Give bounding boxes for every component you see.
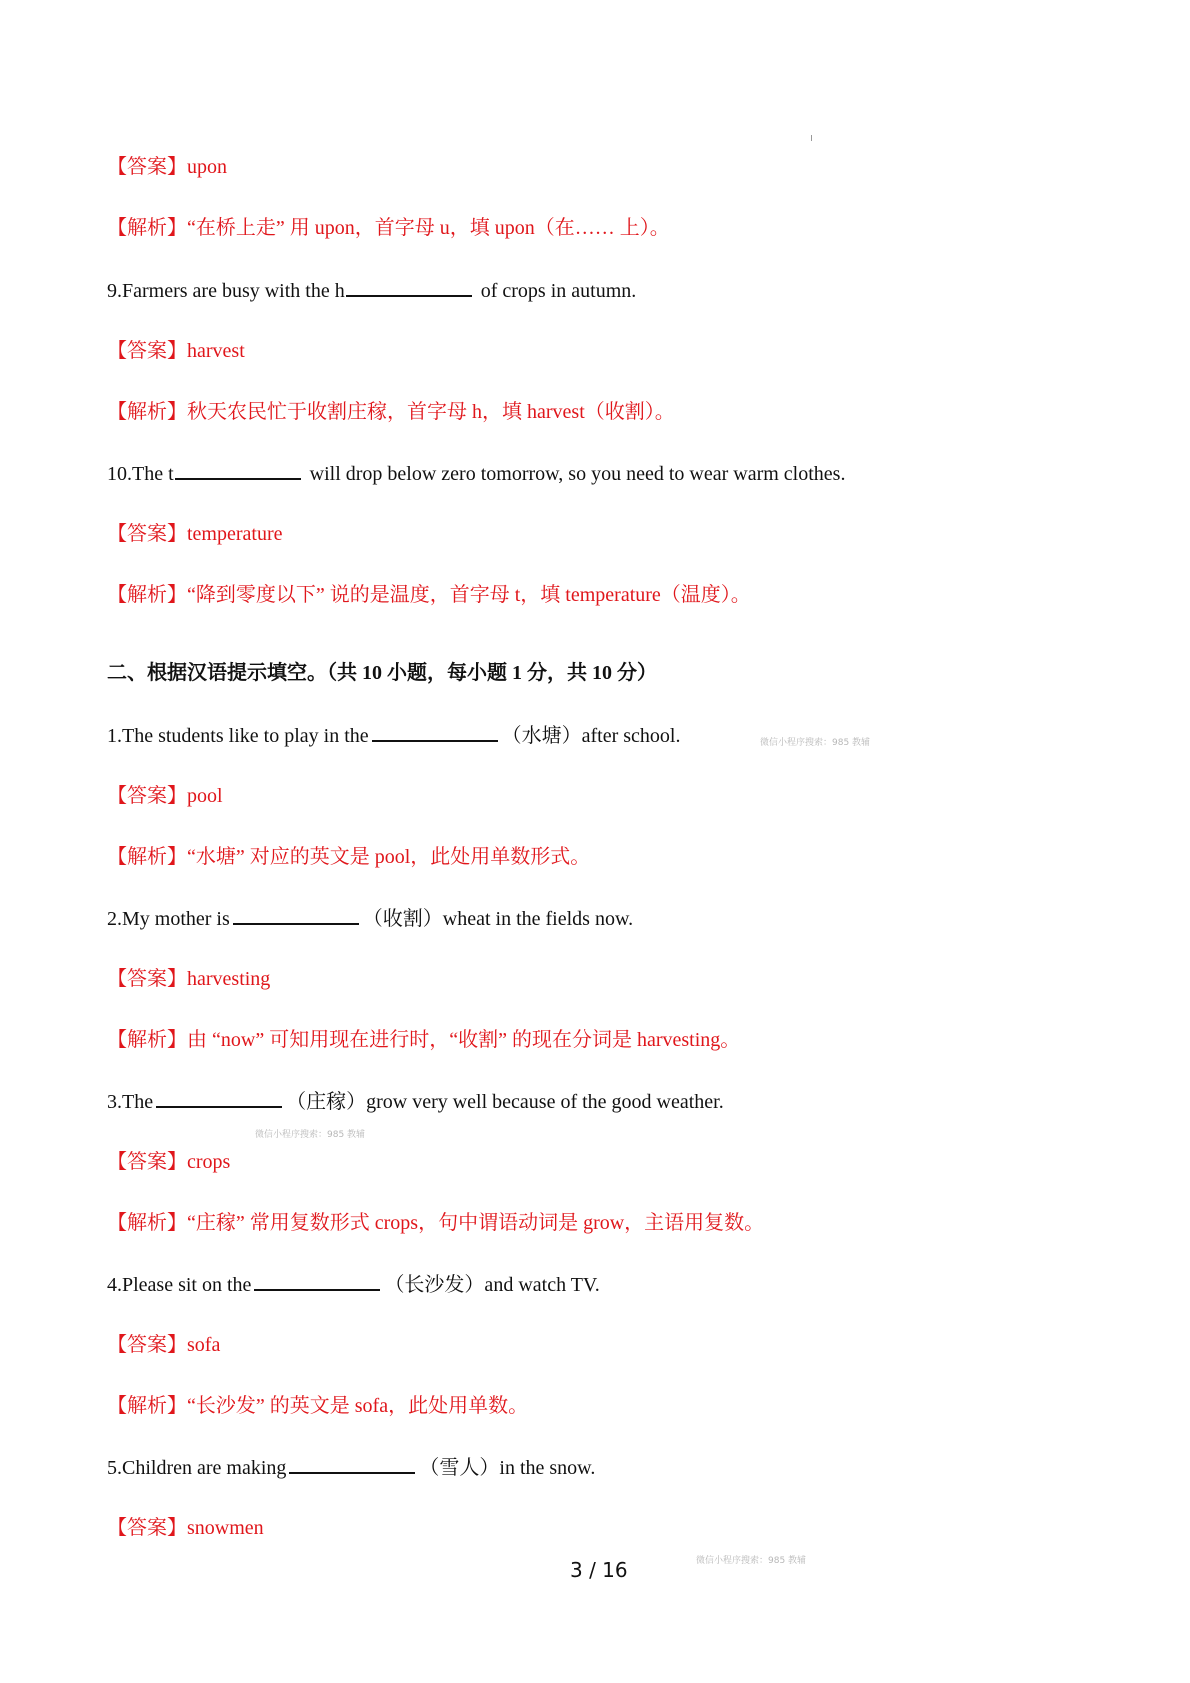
- question-5: [107, 1454, 595, 1481]
- answer-text: snowmen: [187, 1517, 264, 1539]
- question-text: 1.The students like to play in the: [107, 725, 369, 747]
- explanation-label: 【解析】: [107, 846, 187, 868]
- answer-blank: [254, 1271, 380, 1291]
- question-2: [107, 905, 633, 932]
- answer-text: crops: [187, 1151, 231, 1173]
- explanation-line: [107, 844, 590, 870]
- question-text: of crops in autumn.: [475, 280, 637, 302]
- answer-line: [107, 966, 270, 992]
- question-text: （水塘）after school.: [501, 725, 681, 747]
- answer-label: 【答案】: [107, 1151, 187, 1173]
- explanation-text: “水塘” 对应的英文是 pool，此处用单数形式。: [187, 846, 591, 868]
- question-3: [107, 1088, 724, 1115]
- answer-label: 【答案】: [107, 968, 187, 990]
- answer-label: 【答案】: [107, 523, 187, 545]
- explanation-text: “降到零度以下” 说的是温度，首字母 t，填 temperature（温度）。: [187, 584, 751, 606]
- answer-text: upon: [187, 156, 227, 178]
- answer-blank: [175, 460, 301, 480]
- explanation-text: “庄稼” 常用复数形式 crops，句中谓语动词是 grow，主语用复数。: [187, 1212, 765, 1234]
- question-10: [107, 460, 845, 487]
- question-text: 3.The: [107, 1091, 154, 1113]
- answer-label: 【答案】: [107, 340, 187, 362]
- question-text: 5.Children are making: [107, 1457, 287, 1479]
- top-tick-mark: [811, 135, 812, 141]
- answer-line: [107, 521, 283, 547]
- answer-line: [107, 783, 223, 809]
- question-text: （雪人）in the snow.: [419, 1457, 596, 1479]
- answer-line: [107, 154, 227, 180]
- section-heading: 二、根据汉语提示填空。（共 10 小题，每小题 1 分，共 10 分）: [107, 662, 657, 684]
- answer-label: 【答案】: [107, 1517, 187, 1539]
- explanation-label: 【解析】: [107, 584, 187, 606]
- answer-text: temperature: [187, 523, 283, 545]
- answer-line: [107, 338, 245, 364]
- explanation-line: [107, 399, 675, 425]
- question-text: （庄稼）grow very well because of the good weather.: [286, 1091, 724, 1113]
- explanation-text: 秋天农民忙于收割庄稼，首字母 h，填 harvest（收割）。: [187, 401, 675, 423]
- answer-line: [107, 1515, 264, 1541]
- explanation-line: [107, 215, 670, 241]
- page-number: 3 / 16: [570, 1558, 628, 1582]
- answer-blank: [372, 722, 498, 742]
- question-text: 4.Please sit on the: [107, 1274, 252, 1296]
- question-text: （收割）wheat in the fields now.: [362, 908, 634, 930]
- answer-line: [107, 1149, 230, 1175]
- question-text: 10.The t: [107, 463, 174, 485]
- answer-text: pool: [187, 785, 223, 807]
- explanation-text: 由 “now” 可知用现在进行时，“收割” 的现在分词是 harvesting。: [187, 1029, 741, 1051]
- answer-text: sofa: [187, 1334, 221, 1356]
- watermark-text: 微信小程序搜索：985 教辅: [760, 738, 871, 748]
- question-9: [107, 277, 636, 304]
- question-text: 2.My mother is: [107, 908, 230, 930]
- explanation-label: 【解析】: [107, 1212, 187, 1234]
- question-text: （长沙发）and watch TV.: [384, 1274, 600, 1296]
- answer-blank: [233, 905, 359, 925]
- explanation-line: [107, 1210, 764, 1236]
- answer-line: [107, 1332, 220, 1358]
- answer-label: 【答案】: [107, 1334, 187, 1356]
- watermark-text: 微信小程序搜索：985 教辅: [255, 1130, 366, 1140]
- answer-label: 【答案】: [107, 785, 187, 807]
- answer-text: harvesting: [187, 968, 271, 990]
- answer-blank: [156, 1088, 282, 1108]
- explanation-label: 【解析】: [107, 401, 187, 423]
- watermark-text: 微信小程序搜索：985 教辅: [696, 1556, 807, 1566]
- explanation-label: 【解析】: [107, 1395, 187, 1417]
- explanation-label: 【解析】: [107, 1029, 187, 1051]
- explanation-line: [107, 1393, 528, 1419]
- explanation-label: 【解析】: [107, 217, 187, 239]
- explanation-text: “长沙发” 的英文是 sofa，此处用单数。: [187, 1395, 529, 1417]
- answer-blank: [346, 277, 472, 297]
- answer-blank: [289, 1454, 415, 1474]
- explanation-line: [107, 1027, 740, 1053]
- question-4: [107, 1271, 600, 1298]
- question-text: will drop below zero tomorrow, so you need to wear warm clothes.: [304, 463, 846, 485]
- explanation-line: [107, 582, 751, 608]
- question-1: [107, 722, 680, 749]
- answer-label: 【答案】: [107, 156, 187, 178]
- answer-text: harvest: [187, 340, 245, 362]
- explanation-text: “在桥上走” 用 upon，首字母 u，填 upon（在…… 上）。: [187, 217, 670, 239]
- question-text: 9.Farmers are busy with the h: [107, 280, 345, 302]
